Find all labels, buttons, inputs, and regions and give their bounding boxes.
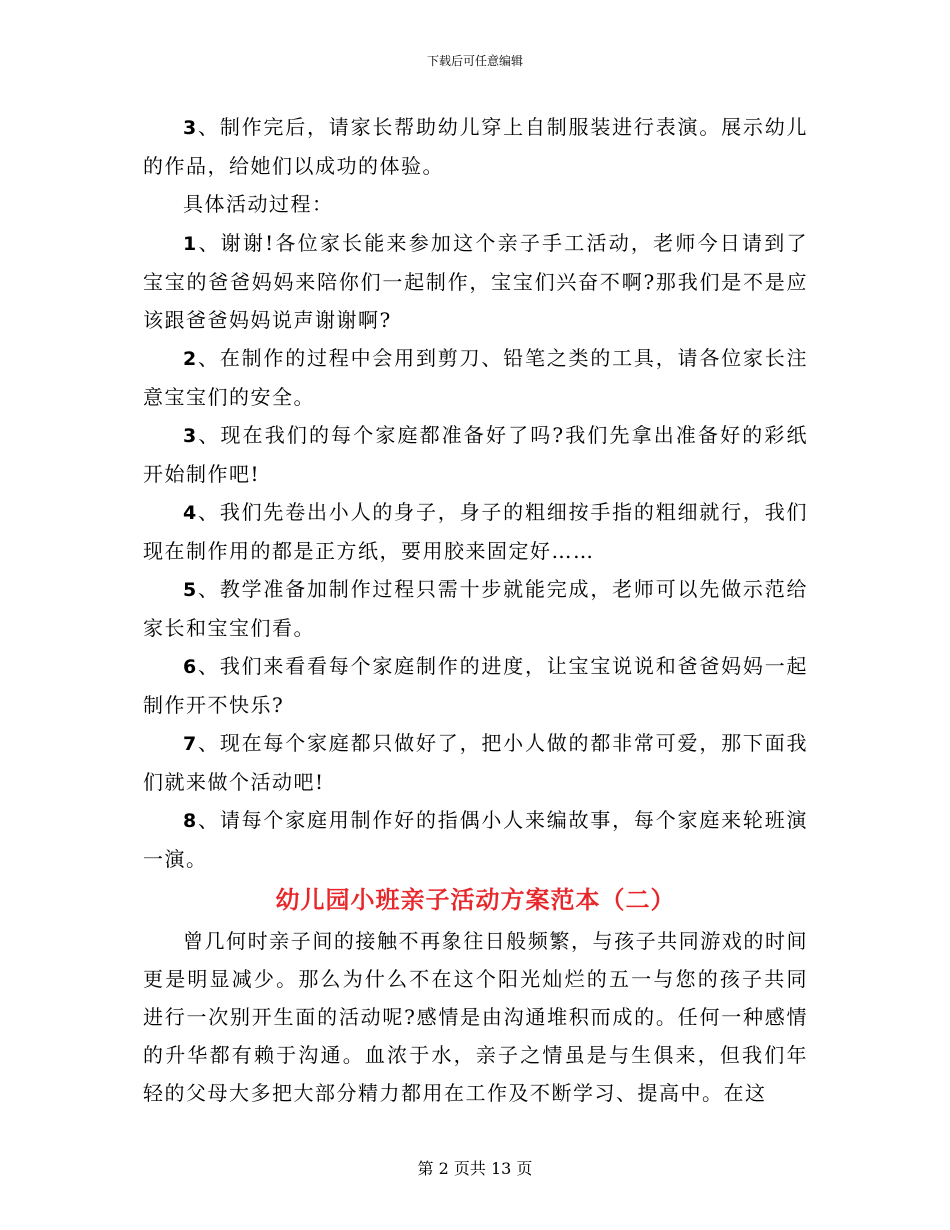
item-number: 5 bbox=[183, 579, 198, 601]
paragraph bbox=[143, 185, 808, 224]
paragraph bbox=[143, 647, 808, 724]
item-number: 6 bbox=[183, 656, 198, 678]
paragraph-text: 、在制作的过程中会用到剪刀、铅笔之类的工具，请各位家长注意宝宝们的安全。 bbox=[143, 346, 808, 409]
paragraph-text: 、我们先卷出小人的身子，身子的粗细按手指的粗细就行，我们现在制作用的都是正方纸，要用胶来固定好…… bbox=[143, 500, 808, 563]
paragraph-text: 、请每个家庭用制作好的指偶小人来编故事，每个家庭来轮班演一演。 bbox=[143, 808, 808, 871]
paragraph bbox=[143, 570, 808, 647]
paragraph bbox=[143, 724, 808, 801]
paragraph-text: 、现在我们的每个家庭都准备好了吗?我们先拿出准备好的彩纸开始制作吧! bbox=[143, 423, 808, 486]
paragraph-text: 、谢谢!各位家长能来参加这个亲子手工活动，老师今日请到了宝宝的爸爸妈妈来陪你们一起制作，宝宝们兴奋不啊?那我们是不是应该跟爸爸妈妈说声谢谢啊? bbox=[143, 231, 808, 332]
item-number: 3 bbox=[183, 425, 198, 447]
paragraph bbox=[143, 416, 808, 493]
item-number: 1 bbox=[183, 233, 198, 255]
item-number: 4 bbox=[183, 502, 198, 524]
paragraph-text: 、教学准备加制作过程只需十步就能完成，老师可以先做示范给家长和宝宝们看。 bbox=[143, 577, 808, 640]
header-note: 下载后可任意编辑 bbox=[426, 54, 523, 68]
paragraph bbox=[143, 801, 808, 878]
document-body bbox=[143, 108, 808, 1112]
paragraph bbox=[143, 339, 808, 416]
paragraph-text: 、现在每个家庭都只做好了，把小人做的都非常可爱，那下面我们就来做个活动吧! bbox=[143, 731, 808, 794]
item-number: 7 bbox=[183, 733, 198, 755]
section-title: 幼儿园小班亲子活动方案范本（二） bbox=[275, 885, 676, 914]
page-number: 第 2 页共 13 页 bbox=[417, 1159, 533, 1178]
item-number: 3 bbox=[183, 117, 198, 139]
paragraph-text: 、我们来看看每个家庭制作的进度，让宝宝说说和爸爸妈妈一起制作开不快乐? bbox=[143, 654, 808, 717]
paragraph-text: 具体活动过程： bbox=[183, 192, 334, 216]
paragraph bbox=[143, 224, 808, 339]
section-paragraph: 曾几何时亲子间的接触不再象往日般频繁，与孩子共同游戏的时间更是明显减少。那么为什么不在这个阳光灿烂的五一与您的孩子共同进行一次别开生面的活动呢?感情是由沟通堆积而成的。任何一种感情的升华都有赖于沟通。血浓于水，亲子之情虽是与生俱来，但我们年轻的父母大多把大部分精力都用在工作及不断学习、提高中。在这 bbox=[143, 929, 808, 1105]
item-number: 8 bbox=[183, 810, 198, 832]
paragraph-text: 、制作完后，请家长帮助幼儿穿上自制服装进行表演。展示幼儿的作品，给她们以成功的体验。 bbox=[143, 115, 808, 178]
paragraph bbox=[143, 108, 808, 185]
item-number: 2 bbox=[183, 348, 198, 370]
paragraph bbox=[143, 493, 808, 570]
